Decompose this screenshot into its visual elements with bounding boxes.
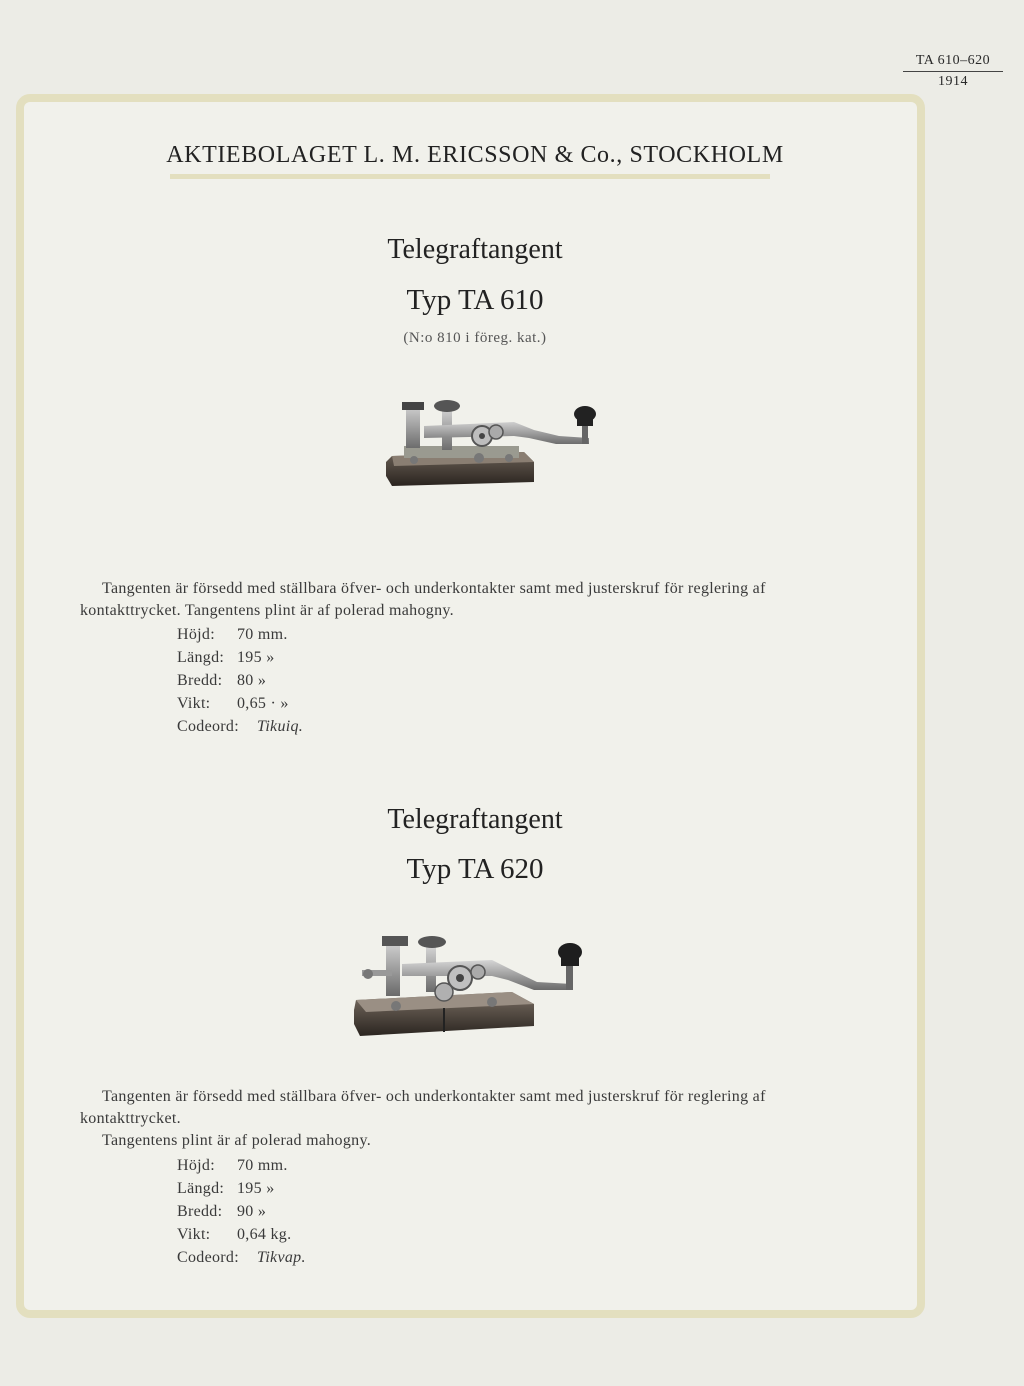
product-1-type: Typ TA 610 [406, 284, 544, 316]
spec-length-value: 195 » [237, 1180, 275, 1197]
product-2-specs [177, 1154, 306, 1269]
product-2-title: Telegraftangent [387, 804, 563, 835]
spec-weight-value: 0,64 kg. [237, 1226, 292, 1243]
spec-length-label: Längd: [177, 649, 225, 666]
spec-width-label: Bredd: [177, 1203, 223, 1220]
spec-weight [177, 692, 303, 715]
page-reference [903, 52, 1003, 91]
spec-height [177, 623, 303, 646]
company-underline [170, 174, 770, 179]
company-name: AKTIEBOLAGET L. M. ERICSSON & Co., STOCKHOLM [166, 142, 784, 168]
spec-width-value: 80 » [237, 672, 267, 689]
spec-height-value: 70 mm. [237, 1157, 288, 1174]
page-ref-code: TA 610–620 [903, 52, 1003, 72]
spec-length-label: Längd: [177, 1180, 225, 1197]
spec-length [177, 1177, 306, 1200]
page-ref-year: 1914 [938, 74, 968, 89]
spec-code-value: Tikvap. [257, 1249, 306, 1266]
product-2-description-text-2: Tangentens plint är af polerad mahogny. [102, 1132, 372, 1149]
spec-code-label: Codeord: [177, 1249, 239, 1266]
spec-weight-label: Vikt: [177, 695, 211, 712]
product-2-type: Typ TA 620 [406, 853, 544, 885]
spec-code-value: Tikuiq. [257, 718, 304, 735]
spec-code [177, 715, 303, 738]
spec-width [177, 1200, 306, 1223]
spec-length-value: 195 » [237, 649, 275, 666]
product-1-title: Telegraftangent [387, 234, 563, 265]
spec-height-value: 70 mm. [237, 626, 288, 643]
product-2-description [80, 1086, 870, 1152]
spec-width-label: Bredd: [177, 672, 223, 689]
spec-height [177, 1154, 306, 1177]
product-1-description [80, 578, 870, 622]
spec-height-label: Höjd: [177, 626, 215, 643]
telegraph-key-ta610-icon [384, 396, 604, 497]
spec-width-value: 90 » [237, 1203, 267, 1220]
spec-height-label: Höjd: [177, 1157, 215, 1174]
spec-weight-label: Vikt: [177, 1226, 211, 1243]
product-2-description-text: Tangenten är försedd med ställbara öfver- och underkontakter samt med justerskruf för reglering af kontakttrycket. [80, 1088, 766, 1127]
product-1-specs [177, 623, 303, 738]
spec-code-label: Codeord: [177, 718, 239, 735]
spec-width [177, 669, 303, 692]
spec-weight [177, 1223, 306, 1246]
spec-length [177, 646, 303, 669]
spec-weight-value: 0,65 · » [237, 695, 289, 712]
product-1-description-text: Tangenten är försedd med ställbara öfver- och underkontakter samt med justerskruf för reglering af kontakttrycket. Tangentens plint är af polerad mahogny. [80, 580, 766, 619]
telegraph-key-ta620-icon [352, 930, 592, 1045]
spec-code [177, 1246, 306, 1269]
product-1-note: (N:o 810 i föreg. kat.) [403, 330, 547, 346]
